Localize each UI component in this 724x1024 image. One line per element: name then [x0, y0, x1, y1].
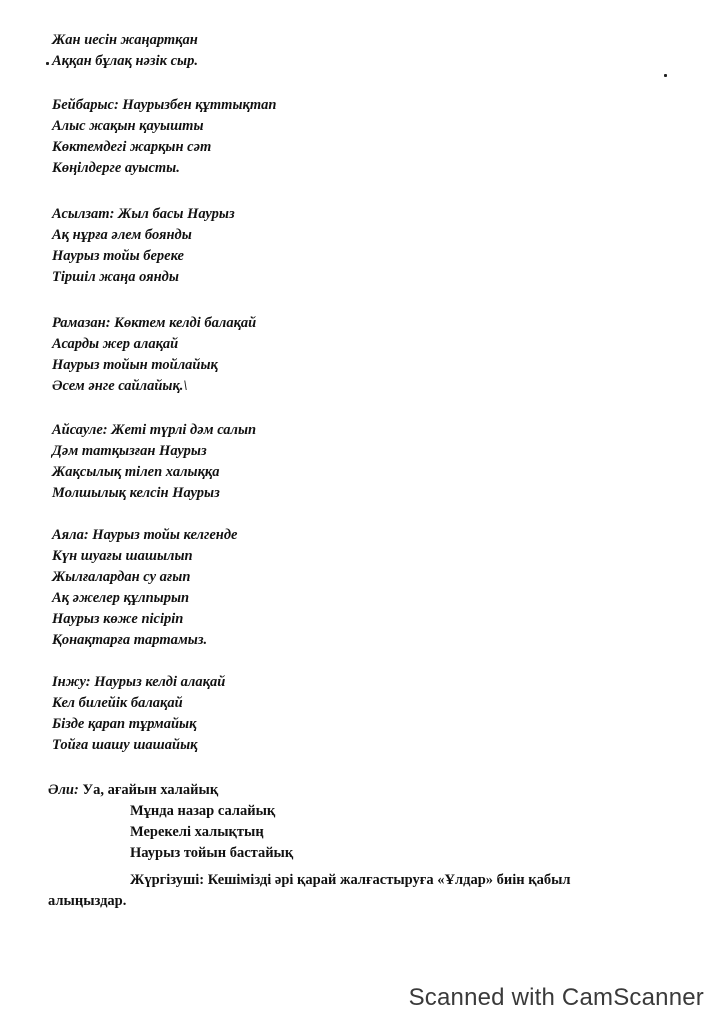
poem-line: Әсем әнге сайлайық.\ [52, 378, 188, 394]
camscanner-watermark: Scanned with CamScanner [408, 984, 704, 1011]
poem-line: Алыс жақын қауышты [52, 118, 204, 134]
poem-line: Наурыз көже пісіріп [52, 611, 184, 627]
stanza-inzhu [52, 672, 225, 756]
poem-line: Көңілдерге ауысты. [52, 160, 180, 176]
poem-line: Қонақтарға тартамыз. [52, 632, 208, 648]
poem-line: Молшылық келсін Наурыз [52, 485, 220, 501]
stanza-ramazan [52, 313, 256, 397]
poem-line: Аққан бұлақ нәзік сыр. [52, 53, 198, 69]
scan-speck [46, 62, 49, 65]
poem-line: Тойға шашу шашайық [52, 737, 198, 753]
stanza-asylzat [52, 204, 235, 288]
poem-line [48, 780, 293, 801]
scan-speck [664, 74, 667, 77]
poem-line: Наурыз тойын бастайық [130, 845, 294, 861]
host-announcement [48, 870, 648, 912]
stanza-aisaule [52, 420, 256, 504]
poem-line: Кел билейік балақай [52, 695, 183, 711]
poem-line: Інжу: Наурыз келді алақай [52, 674, 226, 690]
stanza-ayala [52, 525, 237, 651]
poem-line: Мерекелі халықтың [130, 824, 264, 840]
poem-line: Асарды жер алақай [52, 336, 179, 352]
poem-line: Бізде қарап тұрмайық [52, 716, 197, 732]
poem-line: Асылзат: Жыл басы Наурыз [52, 206, 235, 222]
poem-line: Күн шуағы шашылып [52, 548, 193, 564]
stanza-ali [48, 780, 293, 864]
poem-line: Наурыз тойын тойлайық [52, 357, 218, 373]
speaker-name: Әли: [48, 782, 79, 798]
poem-line: Дәм татқызған Наурыз [52, 443, 207, 459]
poem-line-text: Уа, ағайын халайық [78, 782, 219, 798]
stanza-beibarys [52, 95, 276, 179]
poem-line: Жылғалардан су ағып [52, 569, 191, 585]
poem-line: Жақсылық тілеп халыққа [52, 464, 220, 480]
poem-line: Көктемдегі жарқын сәт [52, 139, 212, 155]
poem-line: Ақ нұрға әлем боянды [52, 227, 192, 243]
announcement-line: алыңыздар. [48, 893, 127, 909]
poem-line: Тіршіл жаңа оянды [52, 269, 179, 285]
announcement-line: Жүргізуші: Кешімізді әрі қарай жалғастыруға «Ұлдар» биін қабыл [130, 872, 571, 888]
poem-line: Бейбарыс: Наурызбен құттықтап [52, 97, 277, 113]
poem-line: Мұнда назар салайық [130, 803, 276, 819]
poem-line: Рамазан: Көктем келді балақай [52, 315, 257, 331]
poem-line: Жан иесін жаңартқан [52, 32, 198, 48]
poem-line: Наурыз тойы береке [52, 248, 184, 264]
poem-line: Айсауле: Жеті түрлі дәм салып [52, 422, 257, 438]
poem-line: Ақ әжелер құлпырып [52, 590, 190, 606]
stanza-intro [52, 30, 198, 72]
poem-line: Аяла: Наурыз тойы келгенде [52, 527, 238, 543]
